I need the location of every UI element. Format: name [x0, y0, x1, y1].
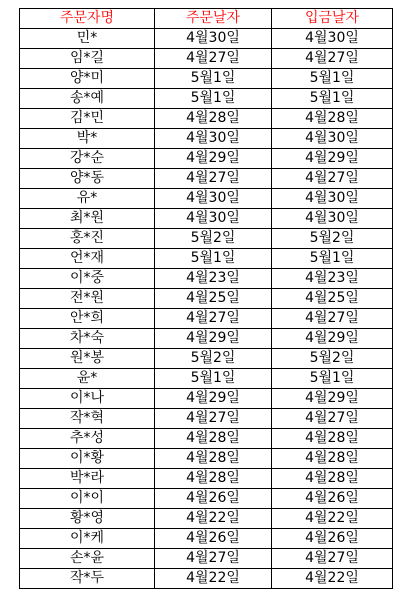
cell-deposit-date[interactable]: 4월22일: [272, 509, 393, 529]
cell-orderer-name[interactable]: 추*성: [20, 429, 155, 449]
table-row: [20, 489, 393, 509]
cell-orderer-name[interactable]: 전*원: [20, 289, 155, 309]
cell-order-date[interactable]: 4월25일: [155, 289, 272, 309]
cell-deposit-date[interactable]: 4월29일: [272, 389, 393, 409]
table-row: [20, 469, 393, 489]
cell-order-date[interactable]: 5월2일: [155, 349, 272, 369]
table-row: [20, 569, 393, 589]
cell-orderer-name[interactable]: 민*: [20, 29, 155, 49]
cell-orderer-name[interactable]: 윤*: [20, 369, 155, 389]
header-deposit-date[interactable]: 입금날자: [272, 9, 393, 29]
cell-orderer-name[interactable]: 양*미: [20, 69, 155, 89]
cell-order-date[interactable]: 5월1일: [155, 369, 272, 389]
cell-orderer-name[interactable]: 이*케: [20, 529, 155, 549]
cell-deposit-date[interactable]: 4월28일: [272, 469, 393, 489]
cell-deposit-date[interactable]: 4월26일: [272, 489, 393, 509]
table-row: [20, 189, 393, 209]
cell-deposit-date[interactable]: 4월27일: [272, 409, 393, 429]
table-body: [20, 29, 393, 589]
cell-orderer-name[interactable]: 최*원: [20, 209, 155, 229]
table-row: [20, 369, 393, 389]
table-row: [20, 389, 393, 409]
cell-orderer-name[interactable]: 유*: [20, 189, 155, 209]
cell-deposit-date[interactable]: 4월27일: [272, 309, 393, 329]
cell-order-date[interactable]: 4월28일: [155, 109, 272, 129]
cell-orderer-name[interactable]: 홍*진: [20, 229, 155, 249]
cell-deposit-date[interactable]: 5월2일: [272, 229, 393, 249]
cell-order-date[interactable]: 5월2일: [155, 229, 272, 249]
cell-deposit-date[interactable]: 4월29일: [272, 149, 393, 169]
table-row: [20, 29, 393, 49]
cell-order-date[interactable]: 4월27일: [155, 169, 272, 189]
cell-orderer-name[interactable]: 이*중: [20, 269, 155, 289]
cell-order-date[interactable]: 4월22일: [155, 569, 272, 589]
cell-deposit-date[interactable]: 4월28일: [272, 429, 393, 449]
table-row: [20, 509, 393, 529]
cell-deposit-date[interactable]: 4월28일: [272, 449, 393, 469]
cell-order-date[interactable]: 5월1일: [155, 69, 272, 89]
cell-orderer-name[interactable]: 황*영: [20, 509, 155, 529]
cell-orderer-name[interactable]: 차*숙: [20, 329, 155, 349]
cell-order-date[interactable]: 5월1일: [155, 89, 272, 109]
cell-order-date[interactable]: 4월27일: [155, 549, 272, 569]
cell-order-date[interactable]: 4월27일: [155, 409, 272, 429]
cell-orderer-name[interactable]: 김*민: [20, 109, 155, 129]
cell-order-date[interactable]: 4월30일: [155, 209, 272, 229]
cell-deposit-date[interactable]: 4월30일: [272, 129, 393, 149]
cell-order-date[interactable]: 4월27일: [155, 309, 272, 329]
table-row: [20, 289, 393, 309]
table-row: [20, 549, 393, 569]
cell-order-date[interactable]: 4월30일: [155, 129, 272, 149]
table-row: [20, 209, 393, 229]
cell-deposit-date[interactable]: 5월1일: [272, 369, 393, 389]
cell-deposit-date[interactable]: 4월30일: [272, 209, 393, 229]
cell-orderer-name[interactable]: 안*희: [20, 309, 155, 329]
table-row: [20, 49, 393, 69]
table-row: [20, 269, 393, 289]
cell-order-date[interactable]: 4월26일: [155, 529, 272, 549]
orders-table: [19, 8, 393, 589]
cell-deposit-date[interactable]: 5월1일: [272, 89, 393, 109]
cell-orderer-name[interactable]: 임*길: [20, 49, 155, 69]
table-row: [20, 329, 393, 349]
cell-deposit-date[interactable]: 4월27일: [272, 169, 393, 189]
table-row: [20, 429, 393, 449]
header-row: [20, 9, 393, 29]
cell-orderer-name[interactable]: 이*나: [20, 389, 155, 409]
header-orderer-name[interactable]: 주문자명: [20, 9, 155, 29]
cell-order-date[interactable]: 4월22일: [155, 509, 272, 529]
table-row: [20, 129, 393, 149]
cell-orderer-name[interactable]: 박*라: [20, 469, 155, 489]
cell-deposit-date[interactable]: 4월26일: [272, 529, 393, 549]
cell-deposit-date[interactable]: 4월25일: [272, 289, 393, 309]
table-row: [20, 349, 393, 369]
cell-deposit-date[interactable]: 5월2일: [272, 349, 393, 369]
cell-deposit-date[interactable]: 4월29일: [272, 329, 393, 349]
table-row: [20, 529, 393, 549]
cell-orderer-name[interactable]: 작*혁: [20, 409, 155, 429]
table-row: [20, 169, 393, 189]
cell-orderer-name[interactable]: 이*이: [20, 489, 155, 509]
cell-orderer-name[interactable]: 원*봉: [20, 349, 155, 369]
cell-order-date[interactable]: 4월30일: [155, 29, 272, 49]
cell-deposit-date[interactable]: 4월28일: [272, 109, 393, 129]
cell-deposit-date[interactable]: 4월27일: [272, 49, 393, 69]
cell-orderer-name[interactable]: 송*예: [20, 89, 155, 109]
cell-deposit-date[interactable]: 4월27일: [272, 549, 393, 569]
cell-orderer-name[interactable]: 언*재: [20, 249, 155, 269]
cell-order-date[interactable]: 4월28일: [155, 469, 272, 489]
header-order-date[interactable]: 주문날자: [155, 9, 272, 29]
cell-order-date[interactable]: 4월26일: [155, 489, 272, 509]
table-row: [20, 409, 393, 429]
table-row: [20, 449, 393, 469]
cell-order-date[interactable]: 4월27일: [155, 49, 272, 69]
cell-order-date[interactable]: 5월1일: [155, 249, 272, 269]
cell-order-date[interactable]: 4월29일: [155, 149, 272, 169]
cell-orderer-name[interactable]: 박*: [20, 129, 155, 149]
table-row: [20, 249, 393, 269]
table-row: [20, 89, 393, 109]
table-row: [20, 109, 393, 129]
cell-orderer-name[interactable]: 강*순: [20, 149, 155, 169]
table-row: [20, 229, 393, 249]
table-row: [20, 149, 393, 169]
table-header: [20, 9, 393, 29]
cell-orderer-name[interactable]: 양*동: [20, 169, 155, 189]
cell-deposit-date[interactable]: 5월1일: [272, 249, 393, 269]
cell-orderer-name[interactable]: 손*윤: [20, 549, 155, 569]
table-row: [20, 69, 393, 89]
cell-deposit-date[interactable]: 4월30일: [272, 29, 393, 49]
cell-deposit-date[interactable]: 4월22일: [272, 569, 393, 589]
cell-order-date[interactable]: 4월28일: [155, 429, 272, 449]
cell-order-date[interactable]: 4월23일: [155, 269, 272, 289]
cell-orderer-name[interactable]: 작*두: [20, 569, 155, 589]
cell-deposit-date[interactable]: 4월30일: [272, 189, 393, 209]
cell-deposit-date[interactable]: 5월1일: [272, 69, 393, 89]
cell-order-date[interactable]: 4월28일: [155, 449, 272, 469]
cell-orderer-name[interactable]: 이*황: [20, 449, 155, 469]
table-row: [20, 309, 393, 329]
cell-deposit-date[interactable]: 4월23일: [272, 269, 393, 289]
cell-order-date[interactable]: 4월29일: [155, 329, 272, 349]
cell-order-date[interactable]: 4월30일: [155, 189, 272, 209]
cell-order-date[interactable]: 4월29일: [155, 389, 272, 409]
